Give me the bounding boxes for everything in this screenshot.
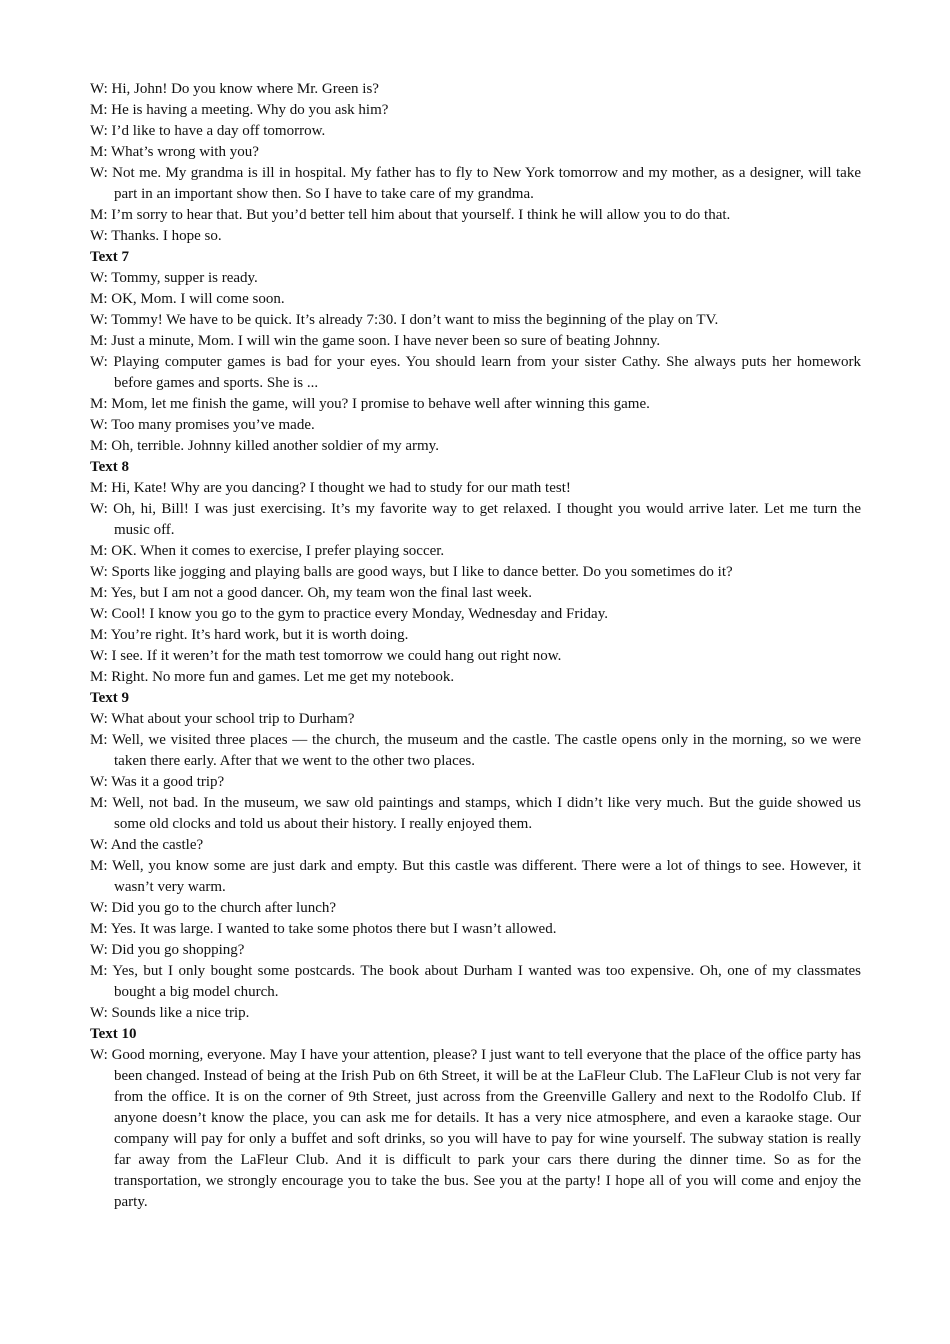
section-heading: Text 8 — [90, 459, 130, 475]
dialogue-line: W: Tommy, supper is ready. — [90, 270, 258, 286]
transcript-page — [90, 79, 861, 1213]
dialogue-line: M: Yes, but I only bought some postcards. The book about Durham I wanted was too expensive. Oh, one of my classmates bought a big model church. — [90, 963, 861, 1000]
dialogue-line: W: Thanks. I hope so. — [90, 228, 222, 244]
dialogue-line: W: Tommy! We have to be quick. It’s already 7:30. I don’t want to miss the beginning of the play on TV. — [90, 312, 719, 328]
dialogue-line: M: Right. No more fun and games. Let me get my notebook. — [90, 669, 455, 685]
dialogue-line: W: Did you go shopping? — [90, 942, 245, 958]
text-9-section — [90, 688, 861, 1024]
dialogue-line: M: Well, we visited three places — the church, the museum and the castle. The castle opens only in the morning, so we were taken there early. After that we went to the other two places. — [90, 732, 861, 769]
dialogue-line: M: Yes. It was large. I wanted to take some photos there but I wasn’t allowed. — [90, 921, 557, 937]
dialogue-line: W: Was it a good trip? — [90, 774, 225, 790]
dialogue-line: W: I’d like to have a day off tomorrow. — [90, 123, 326, 139]
dialogue-line: W: Sports like jogging and playing balls are good ways, but I like to dance better. Do you sometimes do it? — [90, 564, 733, 580]
dialogue-line: M: Yes, but I am not a good dancer. Oh, my team won the final last week. — [90, 585, 533, 601]
monologue-paragraph: W: Good morning, everyone. May I have your attention, please? I just want to tell everyone that the place of the office party has been changed. Instead of being at the Irish Pub on 6th Street, it will be at the LaFleur Club. The LaFleur Club is not very far from the office. It is on the corner of 9th Street, just across from the Greenville Gallery and next to the Rodolfo Club. If anyone doesn’t know the place, you can ask me for details. It has a very nice atmosphere, and even a karaoke stage. Our company will pay for only a buffet and soft drinks, so you will have to pay for wine yourself. The subway station is really far away from the LaFleur Club. And it is difficult to park your cars there during the dinner time. So as for the transportation, we strongly encourage you to take the bus. See you at the party! I hope all of you will come and enjoy the party. — [90, 1047, 861, 1210]
dialogue-line: W: What about your school trip to Durham? — [90, 711, 355, 727]
text-10-section — [90, 1024, 861, 1213]
dialogue-line: W: Sounds like a nice trip. — [90, 1005, 250, 1021]
section-heading: Text 7 — [90, 249, 130, 265]
section-heading: Text 10 — [90, 1026, 137, 1042]
text-7-section — [90, 247, 861, 457]
dialogue-line: W: Not me. My grandma is ill in hospital. My father has to fly to New York tomorrow and my mother, as a designer, will take part in an important show then. So I have to take care of my grandma. — [90, 165, 861, 202]
dialogue-line: W: Oh, hi, Bill! I was just exercising. It’s my favorite way to get relaxed. I thought you would arrive later. Let me turn the music off. — [90, 501, 861, 538]
dialogue-line: M: Oh, terrible. Johnny killed another soldier of my army. — [90, 438, 439, 454]
text-8-section — [90, 457, 861, 688]
dialogue-line: M: He is having a meeting. Why do you ask him? — [90, 102, 389, 118]
dialogue-line: W: Hi, John! Do you know where Mr. Green is? — [90, 81, 379, 97]
dialogue-line: W: Cool! I know you go to the gym to practice every Monday, Wednesday and Friday. — [90, 606, 608, 622]
dialogue-line: M: Well, not bad. In the museum, we saw old paintings and stamps, which I didn’t like very much. But the guide showed us some old clocks and told us about their history. I really enjoyed them. — [90, 795, 861, 832]
dialogue-line: W: Playing computer games is bad for your eyes. You should learn from your sister Cathy. She always puts her homework before games and sports. She is ... — [90, 354, 861, 391]
dialogue-line: M: You’re right. It’s hard work, but it is worth doing. — [90, 627, 409, 643]
section-heading: Text 9 — [90, 690, 130, 706]
dialogue-line: M: I’m sorry to hear that. But you’d better tell him about that yourself. I think he will allow you to do that. — [90, 207, 731, 223]
dialogue-line: M: OK. When it comes to exercise, I prefer playing soccer. — [90, 543, 445, 559]
dialogue-line: M: What’s wrong with you? — [90, 144, 259, 160]
intro-dialogue — [90, 79, 861, 247]
dialogue-line: W: And the castle? — [90, 837, 204, 853]
dialogue-line: M: Hi, Kate! Why are you dancing? I thought we had to study for our math test! — [90, 480, 571, 496]
dialogue-line: W: Did you go to the church after lunch? — [90, 900, 337, 916]
dialogue-line: M: Well, you know some are just dark and empty. But this castle was different. There were a lot of things to see. However, it wasn’t very warm. — [90, 858, 861, 895]
dialogue-line: M: Just a minute, Mom. I will win the game soon. I have never been so sure of beating Johnny. — [90, 333, 661, 349]
dialogue-line: M: OK, Mom. I will come soon. — [90, 291, 285, 307]
dialogue-line: W: Too many promises you’ve made. — [90, 417, 315, 433]
dialogue-line: W: I see. If it weren’t for the math test tomorrow we could hang out right now. — [90, 648, 562, 664]
dialogue-line: M: Mom, let me finish the game, will you? I promise to behave well after winning this game. — [90, 396, 650, 412]
